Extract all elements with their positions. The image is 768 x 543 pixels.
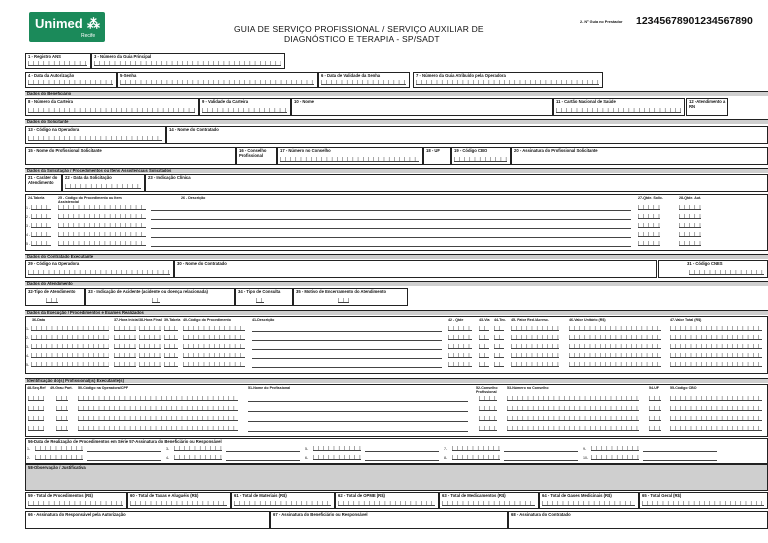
carater-atendimento-field[interactable]: 21 - Caráter do Atendimento [25, 174, 62, 192]
row-number: 3- [26, 345, 30, 349]
nome-profissional-line[interactable] [248, 411, 468, 412]
section-contratado: Dados do Contratado Executante [25, 254, 768, 259]
conselho-slot[interactable] [479, 417, 497, 421]
qtde-solic-slot[interactable] [638, 242, 660, 246]
uf-field[interactable]: 18 - UF [423, 147, 451, 165]
qtde-solic-slot[interactable] [638, 215, 660, 219]
observacao-field[interactable]: 58-Observação / Justificativa [25, 464, 768, 491]
tabela-slot[interactable] [31, 206, 51, 210]
seq-slot[interactable] [28, 407, 44, 411]
numero-conselho-slot[interactable] [507, 397, 639, 401]
row-number: 2 - [26, 215, 31, 219]
valor-total-slot[interactable] [670, 327, 762, 331]
qtde-aut-slot[interactable] [679, 215, 701, 219]
tec-slot[interactable] [494, 354, 504, 358]
logo-city: Recife [81, 33, 96, 39]
data-slot[interactable] [31, 354, 109, 358]
serie-item-number: 7- [444, 447, 448, 451]
section-atendimento: Dados do Atendimento [25, 281, 768, 286]
section-execucao: Dados da Execução / Procedimentos e Exames Realizados [25, 310, 768, 315]
codigo-operadora-exec-field[interactable]: 29 - Código na Operadora [25, 260, 174, 278]
qtde-aut-slot[interactable] [679, 233, 701, 237]
valor-unitario-slot[interactable] [569, 363, 661, 367]
tabela-slot[interactable] [164, 363, 178, 367]
motivo-encerramento-field[interactable]: 35 - Motivo de Encerramento do Atendimento [293, 288, 408, 306]
descricao-line[interactable] [151, 219, 631, 220]
fator-slot[interactable] [511, 327, 559, 331]
serie-item-number: 10- [583, 456, 589, 460]
serie-item-number: 4- [166, 456, 170, 460]
codigo-cpf-slot[interactable] [78, 427, 238, 431]
nome-contratado-solic-field[interactable]: 14 - Nome do Contratado [166, 126, 768, 144]
serie-item-number: 6- [305, 456, 309, 460]
codigo-slot[interactable] [183, 327, 245, 331]
codigo-cpf-slot[interactable] [78, 407, 238, 411]
grau-slot[interactable] [56, 427, 68, 431]
tabela-slot[interactable] [164, 336, 178, 340]
total-geral-field[interactable]: 65 - Total Geral (R$) [639, 492, 768, 509]
tabela-slot[interactable] [164, 354, 178, 358]
numero-conselho-slot[interactable] [507, 427, 639, 431]
serie-date-slot[interactable] [313, 456, 361, 460]
codigo-slot[interactable] [58, 206, 146, 210]
profissionais-table: 48-Seq.Ref 49-Grau Part. 50-Código na Operadora/CPF 51-Nome do Profissional 52-Conselho Profissional 53-Número no Conselho 54-UF 55-Código CBO [25, 384, 768, 437]
hora-inicial-slot[interactable] [114, 336, 136, 340]
nome-profissional-line[interactable] [248, 401, 468, 402]
data-solicitacao-field[interactable]: 22 - Data da Solicitação [62, 174, 145, 192]
conselho-field[interactable]: 16 - Conselho Profissional [236, 147, 277, 165]
carteira-field[interactable]: 8 - Número da Carteira [25, 98, 199, 116]
valor-unitario-slot[interactable] [569, 327, 661, 331]
serie-item-number: 5- [305, 447, 309, 451]
section-solicitacao: Dados da Solicitação / Procedimentos ou Itens Assistenciais Solicitados [25, 168, 768, 173]
serie-date-slot[interactable] [591, 447, 639, 451]
uf-slot[interactable] [649, 427, 661, 431]
grau-slot[interactable] [56, 407, 68, 411]
hora-final-slot[interactable] [139, 363, 161, 367]
valor-unitario-slot[interactable] [569, 345, 661, 349]
qtde-slot[interactable] [448, 363, 472, 367]
procedimentos-serie-box: 56-Data de Realização de Procedimentos em Série 57-Assinatura do Beneficiário ou Responsável 1- 2- 3- 4- 5- 6- 7- 8- 9- 10- [25, 438, 768, 464]
nome-profissional-line[interactable] [248, 421, 468, 422]
total-opme-field[interactable]: 62 - Total de OPME (R$) [335, 492, 439, 509]
numero-conselho-slot[interactable] [507, 417, 639, 421]
tabela-slot[interactable] [31, 242, 51, 246]
tec-slot[interactable] [494, 363, 504, 367]
serie-date-slot[interactable] [35, 447, 83, 451]
qtde-solic-slot[interactable] [638, 206, 660, 210]
serie-signature-line[interactable] [87, 460, 161, 461]
via-slot[interactable] [479, 345, 489, 349]
qtde-solic-slot[interactable] [638, 233, 660, 237]
tipo-consulta-field[interactable]: 34 - Tipo de Consulta [235, 288, 293, 306]
serie-item-number: 2- [27, 456, 31, 460]
codigo-cpf-slot[interactable] [78, 417, 238, 421]
uf-slot[interactable] [649, 397, 661, 401]
indicacao-clinica-field[interactable]: 23 - Indicação Clínica [145, 174, 768, 192]
qtde-slot[interactable] [448, 336, 472, 340]
validade-carteira-field[interactable]: 9 - Validade da Carteira [199, 98, 291, 116]
fator-slot[interactable] [511, 345, 559, 349]
cbo-field[interactable]: 19 - Código CBO [451, 147, 511, 165]
descricao-line[interactable] [252, 331, 442, 332]
descricao-line[interactable] [252, 358, 442, 359]
descricao-line[interactable] [252, 349, 442, 350]
serie-date-slot[interactable] [452, 447, 500, 451]
row-number: 4 - [26, 233, 31, 237]
hora-inicial-slot[interactable] [114, 327, 136, 331]
total-procedimentos-field[interactable]: 59 - Total de Procedimentos (R$) [25, 492, 127, 509]
assinatura-solicitante-field[interactable]: 20 - Assinatura do Profissional Solicitante [511, 147, 768, 165]
cbo-slot[interactable] [670, 427, 762, 431]
qtde-slot[interactable] [448, 327, 472, 331]
data-autorizacao-field[interactable]: 4 - Data da Autorização [25, 72, 117, 88]
total-gases-field[interactable]: 64 - Total de Gases Medicinais (R$) [539, 492, 639, 509]
tabela-slot[interactable] [31, 224, 51, 228]
total-medicamentos-field[interactable]: 63 - Total de Medicamentos (R$) [439, 492, 539, 509]
section-solicitante: Dados do Solicitante [25, 119, 768, 124]
qtde-slot[interactable] [448, 345, 472, 349]
row-number: 2- [26, 336, 30, 340]
guia-principal-field[interactable]: 3 - Número da Guia Principal [91, 53, 285, 69]
cns-field[interactable]: 11 - Cartão Nacional de Saúde [553, 98, 685, 116]
descricao-line[interactable] [151, 237, 631, 238]
indicacao-acidente-field[interactable]: 33 - Indicação de Acidente (acidente ou doença relacionada) [85, 288, 235, 306]
row-number: 4- [26, 354, 30, 358]
serie-item-number: 9- [583, 447, 587, 451]
descricao-line[interactable] [151, 228, 631, 229]
descricao-line[interactable] [151, 210, 631, 211]
hora-final-slot[interactable] [139, 327, 161, 331]
serie-date-slot[interactable] [174, 447, 222, 451]
hora-final-slot[interactable] [139, 336, 161, 340]
qtde-slot[interactable] [448, 354, 472, 358]
codigo-slot[interactable] [58, 242, 146, 246]
serie-date-slot[interactable] [313, 447, 361, 451]
serie-date-slot[interactable] [452, 456, 500, 460]
data-slot[interactable] [31, 345, 109, 349]
qtde-solic-slot[interactable] [638, 224, 660, 228]
guide-number-label: 2- Nº Guia no Prestador [580, 20, 623, 24]
via-slot[interactable] [479, 336, 489, 340]
via-slot[interactable] [479, 354, 489, 358]
tabela-slot[interactable] [31, 215, 51, 219]
data-slot[interactable] [31, 363, 109, 367]
hora-inicial-slot[interactable] [114, 363, 136, 367]
valor-total-slot[interactable] [670, 363, 762, 367]
serie-item-number: 1- [27, 447, 31, 451]
cbo-slot[interactable] [670, 407, 762, 411]
serie-signature-line[interactable] [226, 460, 300, 461]
codigo-slot[interactable] [58, 224, 146, 228]
hora-final-slot[interactable] [139, 345, 161, 349]
conselho-slot[interactable] [479, 407, 497, 411]
tipo-atendimento-field[interactable]: 32-Tipo de Atendimento [25, 288, 85, 306]
profissional-solicitante-field[interactable]: 15 - Nome do Profissional Solicitante [25, 147, 236, 165]
seq-slot[interactable] [28, 417, 44, 421]
codigo-slot[interactable] [183, 345, 245, 349]
tabela-slot[interactable] [164, 345, 178, 349]
serie-signature-line[interactable] [504, 460, 578, 461]
codigo-slot[interactable] [183, 354, 245, 358]
numero-conselho-field[interactable]: 17 - Número no Conselho [277, 147, 423, 165]
tabela-slot[interactable] [31, 233, 51, 237]
conselho-slot[interactable] [479, 427, 497, 431]
fator-slot[interactable] [511, 354, 559, 358]
assinatura-autorizacao-field[interactable]: 66 - Assinatura do Responsável pela Autorização [25, 511, 270, 529]
logo-icon: ⁂ [87, 16, 100, 31]
codigo-slot[interactable] [58, 215, 146, 219]
row-number: 5 - [26, 242, 31, 246]
descricao-line[interactable] [252, 340, 442, 341]
senha-field[interactable]: 5-Senha [117, 72, 318, 88]
section-profissionais: Identificação do(s) Profissional(is) Executante(s) [25, 378, 768, 383]
guide-number-value: 12345678901234567890 [636, 15, 753, 27]
guia-operadora-field[interactable]: 7 - Número da Guia Atribuído pela Operadora [413, 72, 603, 88]
seq-slot[interactable] [28, 427, 44, 431]
nome-profissional-line[interactable] [248, 431, 468, 432]
form-title-line2: DIAGNÓSTICO E TERAPIA - SP/SADT [284, 34, 440, 44]
codigo-operadora-solic-field[interactable]: 13 - Código na Operadora [25, 126, 166, 144]
row-number: 3 - [26, 224, 31, 228]
codigo-slot[interactable] [183, 363, 245, 367]
valor-total-slot[interactable] [670, 354, 762, 358]
codigo-slot[interactable] [58, 233, 146, 237]
tabela-slot[interactable] [164, 327, 178, 331]
tec-slot[interactable] [494, 336, 504, 340]
serie-signature-line[interactable] [643, 451, 717, 452]
valor-unitario-slot[interactable] [569, 354, 661, 358]
serie-item-number: 8- [444, 456, 448, 460]
nome-contratado-exec-field[interactable]: 30 - Nome do Contratado [174, 260, 657, 278]
section-beneficiario: Dados do Beneficiário [25, 91, 768, 96]
row-number: 1 - [26, 206, 31, 210]
validade-senha-field[interactable]: 6 - Data de Validade da Senha [318, 72, 410, 88]
serie-date-slot[interactable] [35, 456, 83, 460]
qtde-aut-slot[interactable] [679, 206, 701, 210]
cbo-slot[interactable] [670, 417, 762, 421]
conselho-slot[interactable] [479, 397, 497, 401]
serie-signature-line[interactable] [365, 460, 439, 461]
via-slot[interactable] [479, 327, 489, 331]
valor-unitario-slot[interactable] [569, 336, 661, 340]
total-taxas-field[interactable]: 60 - Total de Taxas e Aluguéis (R$) [127, 492, 231, 509]
data-slot[interactable] [31, 327, 109, 331]
hora-inicial-slot[interactable] [114, 345, 136, 349]
grau-slot[interactable] [56, 397, 68, 401]
tec-slot[interactable] [494, 345, 504, 349]
descricao-line[interactable] [151, 246, 631, 247]
tec-slot[interactable] [494, 327, 504, 331]
fator-slot[interactable] [511, 363, 559, 367]
row-number: 5- [26, 363, 30, 367]
serie-signature-line[interactable] [643, 460, 717, 461]
row-number: 1- [26, 327, 30, 331]
registro-ans-field[interactable]: 1 - Registro ANS [25, 53, 91, 69]
serie-signature-line[interactable] [365, 451, 439, 452]
seq-slot[interactable] [28, 397, 44, 401]
hora-final-slot[interactable] [139, 354, 161, 358]
assinatura-contratado-field[interactable]: 68 - Assinatura do Contratado [508, 511, 768, 529]
serie-signature-line[interactable] [87, 451, 161, 452]
codigo-slot[interactable] [183, 336, 245, 340]
serie-date-slot[interactable] [591, 456, 639, 460]
procedimentos-realizados-table: 36-Data 37-Hora Inicial 38-Hora Final 39-Tabela 40-Código do Procedimento 41-Descrição 42 - Qtde 43-Via 44-Tec. 45- Fator Red./Acresc. 46-Valor Unitário (R$) 47-Valor Total (R$) 1- 2- 3- 4- 5- [25, 316, 768, 374]
valor-total-slot[interactable] [670, 336, 762, 340]
serie-signature-line[interactable] [504, 451, 578, 452]
assinatura-beneficiario-field[interactable]: 67 - Assinatura do Beneficiário ou Responsável [270, 511, 508, 529]
qtde-aut-slot[interactable] [679, 224, 701, 228]
unimed-logo [29, 12, 105, 42]
valor-total-slot[interactable] [670, 345, 762, 349]
nome-beneficiario-field[interactable]: 10 - Nome [291, 98, 553, 116]
atendimento-rn-field[interactable]: 12 -Atendimento a RN [686, 98, 728, 116]
codigo-cpf-slot[interactable] [78, 397, 238, 401]
cnes-field[interactable]: 31 - Código CNES [658, 260, 768, 278]
procedimentos-solicitados-table: 24-Tabela 25 - Código do Procedimento ou Item Assistencial 26 - Descrição 27-Qtde. Solic. 28-Qtde. Aut. 1 - 2 - 3 - 4 - 5 - [25, 194, 768, 251]
fator-slot[interactable] [511, 336, 559, 340]
numero-conselho-slot[interactable] [507, 407, 639, 411]
form-title-line1: GUIA DE SERVIÇO PROFISSIONAL / SERVIÇO AUXILIAR DE [234, 24, 484, 34]
via-slot[interactable] [479, 363, 489, 367]
uf-slot[interactable] [649, 417, 661, 421]
hora-inicial-slot[interactable] [114, 354, 136, 358]
serie-signature-line[interactable] [226, 451, 300, 452]
serie-item-number: 3- [166, 447, 170, 451]
grau-slot[interactable] [56, 417, 68, 421]
cbo-slot[interactable] [670, 397, 762, 401]
serie-date-slot[interactable] [174, 456, 222, 460]
logo-brand: Unimed [35, 16, 83, 31]
uf-slot[interactable] [649, 407, 661, 411]
data-slot[interactable] [31, 336, 109, 340]
descricao-line[interactable] [252, 367, 442, 368]
total-materiais-field[interactable]: 61 - Total de Materiais (R$) [231, 492, 335, 509]
qtde-aut-slot[interactable] [679, 242, 701, 246]
